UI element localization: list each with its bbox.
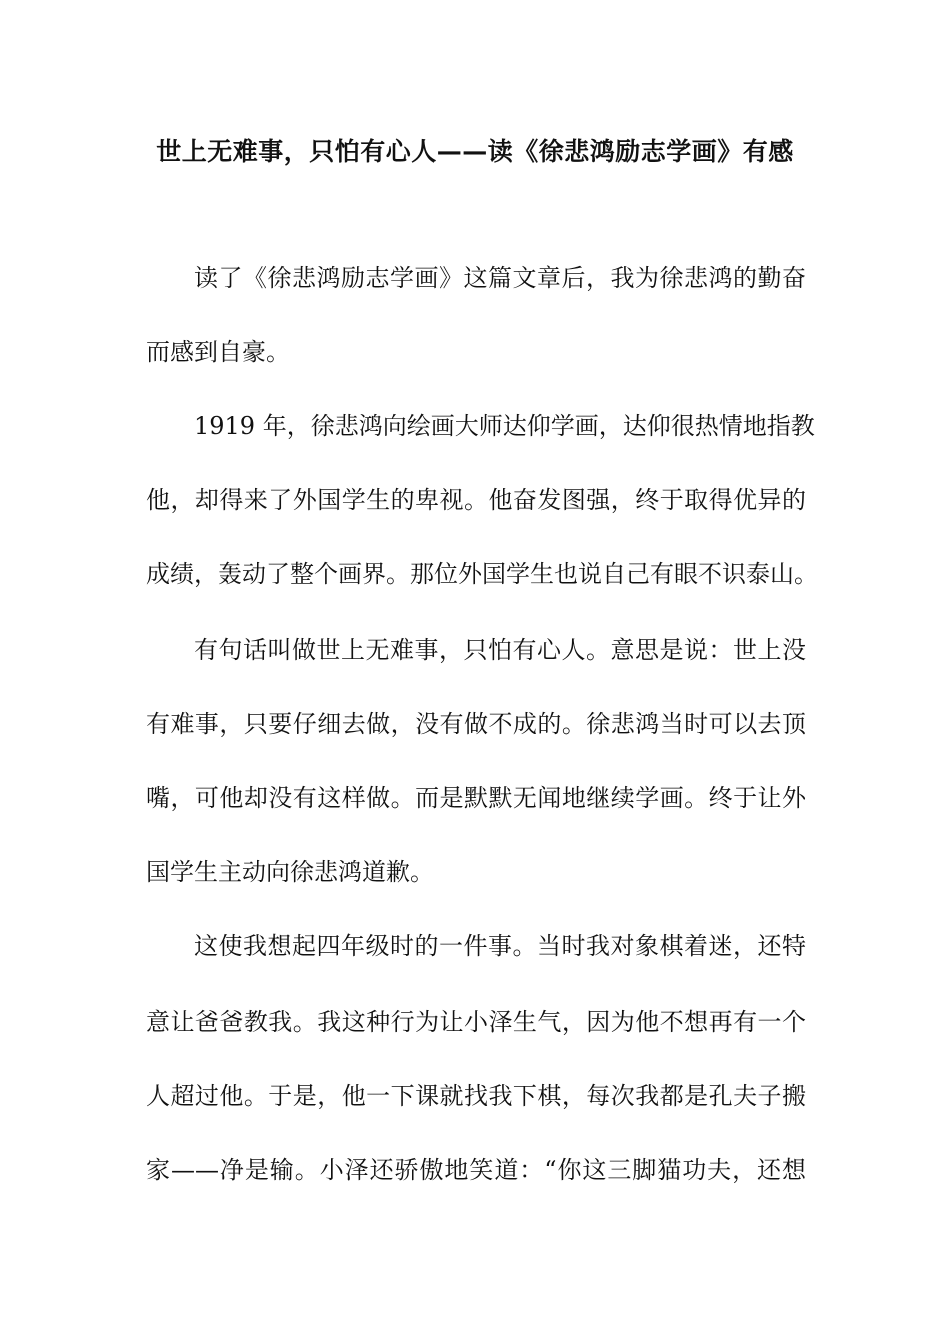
paragraph-2-line-3: 成绩，轰动了整个画界。那位外国学生也说自己有眼不识泰山。 xyxy=(146,560,818,588)
paragraph-3-line-1: 有句话叫做世上无难事，只怕有心人。意思是说：世上没 xyxy=(194,636,806,664)
paragraph-4-line-4: 家——净是输。小泽还骄傲地笑道：“你这三脚猫功夫，还想 xyxy=(146,1156,806,1184)
paragraph-4-line-1: 这使我想起四年级时的一件事。当时我对象棋着迷，还特 xyxy=(194,932,806,960)
document-title: 世上无难事，只怕有心人——读《徐悲鸿励志学画》有感 xyxy=(156,137,794,166)
paragraph-4-line-2: 意让爸爸教我。我这种行为让小泽生气，因为他不想再有一个 xyxy=(146,1008,806,1036)
paragraph-3-line-2: 有难事，只要仔细去做，没有做不成的。徐悲鸿当时可以去顶 xyxy=(146,710,806,738)
paragraph-2-line-1: 1919 年，徐悲鸿向绘画大师达仰学画，达仰很热情地指教 xyxy=(194,412,815,440)
paragraph-1-line-2: 而感到自豪。 xyxy=(146,338,290,366)
paragraph-3-line-3: 嘴，可他却没有这样做。而是默默无闻地继续学画。终于让外 xyxy=(146,784,806,812)
paragraph-1-line-1: 读了《徐悲鸿励志学画》这篇文章后，我为徐悲鸿的勤奋 xyxy=(194,264,806,292)
paragraph-4-line-3: 人超过他。于是，他一下课就找我下棋，每次我都是孔夫子搬 xyxy=(146,1082,806,1110)
paragraph-2-line-2: 他，却得来了外国学生的卑视。他奋发图强，终于取得优异的 xyxy=(146,486,806,514)
paragraph-3-line-4: 国学生主动向徐悲鸿道歉。 xyxy=(146,858,434,886)
